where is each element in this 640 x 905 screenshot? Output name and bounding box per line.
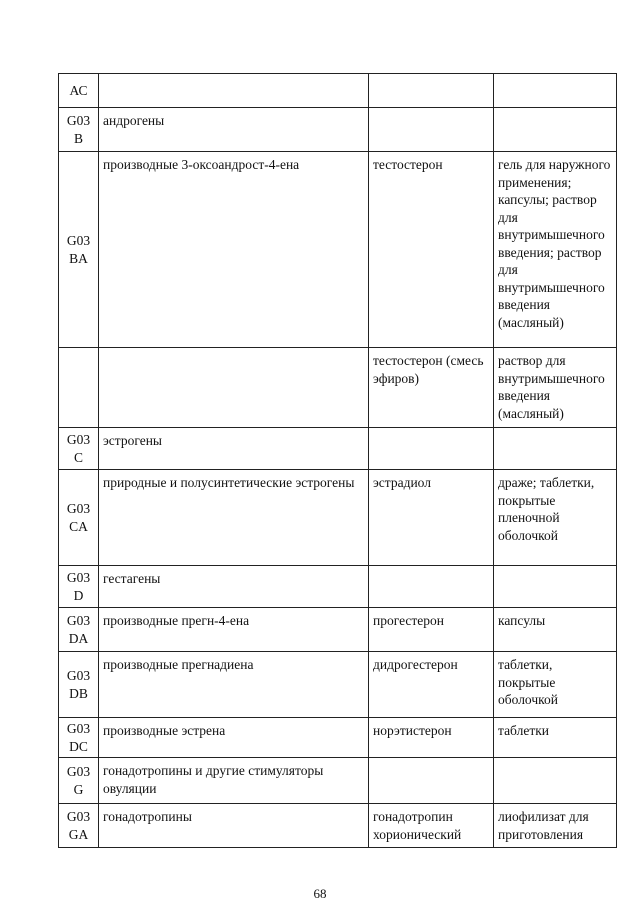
group-name-cell [99,348,369,428]
dosage-form-cell [494,566,617,608]
table-row [59,152,617,348]
drug-classification-table [58,73,617,848]
atc-code-cell [59,74,99,108]
group-name-cell: производные 3-оксоандрост-4-ена [99,152,369,348]
atc-code-part: G03 [66,113,91,128]
drug-name-cell: дидрогестерон [369,652,494,718]
table-row [59,108,617,152]
atc-code-cell [59,804,99,848]
dosage-form-cell: таблетки, покрытые оболочкой [494,652,617,718]
table-row [59,566,617,608]
dosage-form-cell: раствор для внутримышечного введения (масляный) [494,348,617,428]
page-number: 68 [313,886,327,901]
group-name-cell: гестагены [99,566,369,608]
group-name-cell: производные прегн-4-ена [99,608,369,652]
dosage-form-cell: гель для наружного применения; капсулы; раствор для внутримышечного введения; раствор для внутримышечного введения (масляный) [494,152,617,348]
atc-code-part: DB [69,685,88,701]
atc-code-part: BA [69,250,88,266]
atc-code-part: CA [69,518,88,534]
dosage-form-cell [494,108,617,152]
dosage-form-cell: таблетки [494,718,617,758]
dosage-form-cell: лиофилизат для приготовления [494,804,617,848]
atc-code-cell [59,608,99,652]
atc-code-part: G03 [66,570,91,585]
group-name-cell: природные и полусинтетические эстрогены [99,470,369,566]
drug-name-cell: эстрадиол [369,470,494,566]
table-row [59,758,617,804]
atc-code-part: GA [68,826,89,842]
drug-name-cell: тестостерон [369,152,494,348]
dosage-form-cell [494,758,617,804]
atc-code-cell [59,152,99,348]
group-name-cell [99,74,369,108]
atc-code-cell [59,470,99,566]
atc-code-cell [59,652,99,718]
atc-code-part: G03 [66,432,91,447]
dosage-form-cell [494,428,617,470]
group-name-cell: гонадотропины [99,804,369,848]
atc-code-part: B [73,130,83,146]
group-name-cell: производные эстрена [99,718,369,758]
atc-code-part: G03 [66,809,91,824]
atc-code-cell [59,428,99,470]
drug-name-cell: норэтистерон [369,718,494,758]
drug-name-cell: тестостерон (смесь эфиров) [369,348,494,428]
table-row [59,470,617,566]
table-row [59,428,617,470]
drug-name-cell [369,108,494,152]
atc-code-part: G03 [66,764,91,779]
atc-code-part: G03 [66,721,91,736]
group-name-cell: гонадотропины и другие стимуляторы овуляции [99,758,369,804]
drug-name-cell [369,758,494,804]
group-name-cell: эстрогены [99,428,369,470]
table-row [59,718,617,758]
drug-name-cell [369,428,494,470]
atc-code-part: C [73,449,83,465]
atc-code-part: G03 [66,613,91,628]
atc-code-part: G03 [66,501,91,516]
atc-code-part: DC [69,738,88,754]
table-row [59,652,617,718]
table-row [59,74,617,108]
drug-name-cell [369,74,494,108]
atc-code-part: G03 [66,668,91,683]
atc-code-cell [59,566,99,608]
atc-code-part: D [73,587,84,603]
dosage-form-cell [494,74,617,108]
table-row [59,804,617,848]
dosage-form-cell: драже; таблетки, покрытые пленочной оболочкой [494,470,617,566]
group-name-cell: андрогены [99,108,369,152]
atc-code-part: DA [68,630,89,646]
atc-code-cell [59,348,99,428]
atc-code-cell [59,108,99,152]
atc-code-cell [59,758,99,804]
group-name-cell: производные прегнадиена [99,652,369,718]
atc-code-part: G03 [66,233,91,248]
table-row [59,348,617,428]
atc-code-part: G [73,781,84,797]
drug-name-cell [369,566,494,608]
dosage-form-cell: капсулы [494,608,617,652]
drug-name-cell: гонадотропин хорионический [369,804,494,848]
atc-code-cell [59,718,99,758]
atc-code-part: АС [69,82,88,98]
table-row [59,608,617,652]
drug-name-cell: прогестерон [369,608,494,652]
